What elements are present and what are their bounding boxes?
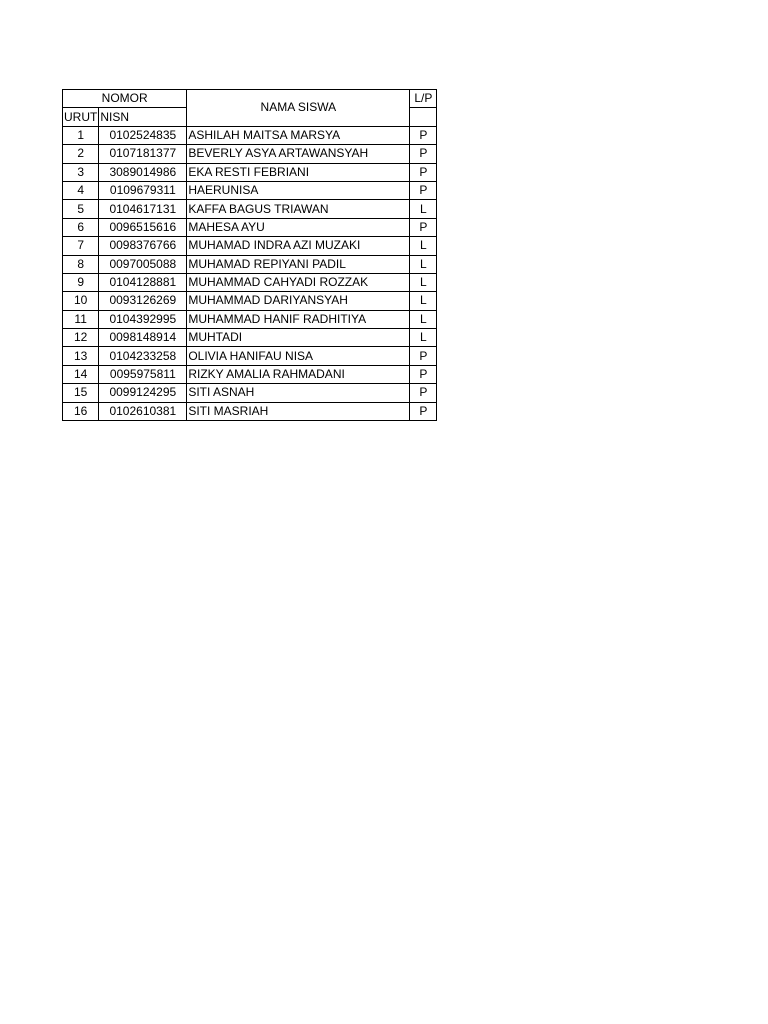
row-gender-cell: P [410, 402, 437, 420]
row-gender-cell: P [410, 145, 437, 163]
table-row [63, 145, 437, 163]
row-name-cell: MUHAMAD REPIYANI PADIL [187, 255, 410, 273]
row-number-cell: 3 [63, 163, 99, 181]
row-name-cell: MUHAMAD INDRA AZI MUZAKI [187, 237, 410, 255]
row-gender-cell: L [410, 292, 437, 310]
row-name-cell: OLIVIA HANIFAU NISA [187, 347, 410, 365]
row-number-cell: 5 [63, 200, 99, 218]
row-gender-cell: P [410, 365, 437, 383]
row-name-cell: MAHESA AYU [187, 218, 410, 236]
row-gender-cell: P [410, 181, 437, 199]
student-table-body [63, 90, 437, 421]
row-number-cell: 16 [63, 402, 99, 420]
row-gender-cell: L [410, 273, 437, 291]
table-row [63, 292, 437, 310]
row-nisn-cell: 0099124295 [99, 384, 187, 402]
row-nisn-cell: 0109679311 [99, 181, 187, 199]
row-name-cell: KAFFA BAGUS TRIAWAN [187, 200, 410, 218]
row-number-cell: 14 [63, 365, 99, 383]
row-nisn-cell: 0104128881 [99, 273, 187, 291]
table-row [63, 237, 437, 255]
table-row [63, 365, 437, 383]
row-name-cell: MUHAMMAD CAHYADI ROZZAK [187, 273, 410, 291]
header-nomor: NOMOR [63, 90, 187, 108]
row-gender-cell: L [410, 310, 437, 328]
row-number-cell: 13 [63, 347, 99, 365]
header-urut: URUT [63, 108, 99, 126]
row-nisn-cell: 0096515616 [99, 218, 187, 236]
row-gender-cell: L [410, 237, 437, 255]
table-row [63, 347, 437, 365]
row-nisn-cell: 0098148914 [99, 329, 187, 347]
row-gender-cell: P [410, 384, 437, 402]
row-gender-cell: P [410, 126, 437, 144]
row-number-cell: 10 [63, 292, 99, 310]
row-name-cell: SITI MASRIAH [187, 402, 410, 420]
header-nisn: NISN [99, 108, 187, 126]
row-gender-cell: P [410, 163, 437, 181]
table-row [63, 218, 437, 236]
table-row [63, 126, 437, 144]
row-nisn-cell: 0097005088 [99, 255, 187, 273]
row-name-cell: EKA RESTI FEBRIANI [187, 163, 410, 181]
row-name-cell: SITI ASNAH [187, 384, 410, 402]
row-nisn-cell: 0095975811 [99, 365, 187, 383]
table-row [63, 329, 437, 347]
table-row [63, 181, 437, 199]
row-number-cell: 8 [63, 255, 99, 273]
row-nisn-cell: 0093126269 [99, 292, 187, 310]
header-lp-empty [410, 108, 437, 126]
table-row [63, 273, 437, 291]
row-number-cell: 2 [63, 145, 99, 163]
header-lp: L/P [410, 90, 437, 108]
row-nisn-cell: 0098376766 [99, 237, 187, 255]
row-name-cell: HAERUNISA [187, 181, 410, 199]
table-row [63, 384, 437, 402]
row-nisn-cell: 0104233258 [99, 347, 187, 365]
row-name-cell: MUHAMMAD HANIF RADHITIYA [187, 310, 410, 328]
row-nisn-cell: 0102610381 [99, 402, 187, 420]
row-number-cell: 15 [63, 384, 99, 402]
table-row [63, 255, 437, 273]
row-name-cell: MUHAMMAD DARIYANSYAH [187, 292, 410, 310]
row-name-cell: BEVERLY ASYA ARTAWANSYAH [187, 145, 410, 163]
table-row [63, 310, 437, 328]
row-number-cell: 12 [63, 329, 99, 347]
table-row [63, 200, 437, 218]
row-gender-cell: P [410, 218, 437, 236]
row-name-cell: ASHILAH MAITSA MARSYA [187, 126, 410, 144]
row-name-cell: RIZKY AMALIA RAHMADANI [187, 365, 410, 383]
row-gender-cell: L [410, 255, 437, 273]
row-number-cell: 11 [63, 310, 99, 328]
row-nisn-cell: 0104392995 [99, 310, 187, 328]
table-row [63, 163, 437, 181]
table-row [63, 402, 437, 420]
row-nisn-cell: 3089014986 [99, 163, 187, 181]
row-nisn-cell: 0102524835 [99, 126, 187, 144]
row-nisn-cell: 0107181377 [99, 145, 187, 163]
header-row-top [63, 90, 437, 108]
row-name-cell: MUHTADI [187, 329, 410, 347]
row-number-cell: 6 [63, 218, 99, 236]
row-number-cell: 4 [63, 181, 99, 199]
student-list-table [62, 89, 437, 421]
row-gender-cell: L [410, 200, 437, 218]
row-number-cell: 9 [63, 273, 99, 291]
row-number-cell: 7 [63, 237, 99, 255]
row-gender-cell: L [410, 329, 437, 347]
row-number-cell: 1 [63, 126, 99, 144]
row-nisn-cell: 0104617131 [99, 200, 187, 218]
row-gender-cell: P [410, 347, 437, 365]
header-nama-siswa: NAMA SISWA [187, 90, 410, 127]
